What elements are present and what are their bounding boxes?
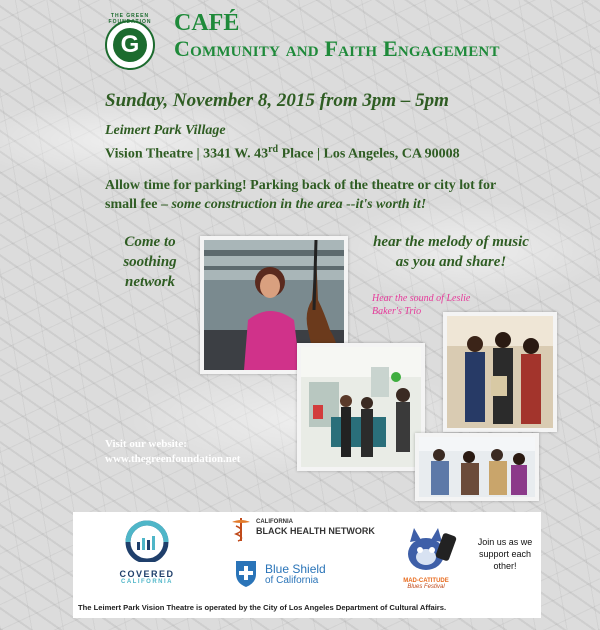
mad-line1: MAD-CATITUDE [403, 578, 449, 584]
trio-note: Hear the sound of Leslie Baker's Trio [372, 293, 471, 317]
blue-shield-line2: of California [265, 575, 319, 586]
website-link[interactable]: www.thegreenfoundation.net [105, 453, 241, 465]
mad-catitude-logo [395, 524, 457, 594]
cat-mascot-icon [395, 524, 457, 574]
bhn-line2: BLACK HEALTH NETWORK [256, 526, 375, 536]
logo-letter: G [113, 28, 147, 62]
website-block [105, 437, 240, 467]
logo-ring-text: THE GREEN FOUNDATION [108, 13, 152, 25]
booth-photo [297, 343, 425, 471]
join-text: Join us as we support each other! [477, 537, 533, 571]
mad-line2: Blues Festival [407, 584, 445, 590]
venue-line2: Vision Theatre | 3341 W. 43rd Place | Los Angeles, CA 90008 [105, 144, 460, 162]
green-foundation-logo [105, 13, 155, 70]
parking-note: Allow time for parking! Parking back of the theatre or city lot for small fee – some construction in the area --it's worth it! [105, 178, 496, 212]
covered-california-icon [107, 520, 187, 562]
covered-text: COVERED [119, 569, 175, 579]
blue-shield-line1: Blue Shield [265, 562, 326, 576]
caduceus-icon [230, 516, 252, 542]
outdoor-group-photo [415, 433, 539, 501]
website-label: Visit our website: [105, 438, 187, 450]
shield-icon [233, 558, 259, 588]
california-text: CALIFORNIA [121, 579, 173, 585]
blue-shield-logo [233, 558, 363, 590]
invite-right-text: hear the melody of music as you and share! [373, 234, 529, 270]
covered-california-logo [107, 520, 187, 585]
bhn-line1: CALIFORNIA [256, 519, 293, 525]
footer-note: The Leimert Park Vision Theatre is operated by the City of Los Angeles Department of Cultural Affairs. [78, 603, 447, 612]
venue-line1: Leimert Park Village [105, 123, 226, 138]
black-health-network-logo [230, 516, 380, 544]
event-date: Sunday, November 8, 2015 from 3pm – 5pm [105, 90, 449, 111]
event-title-line1: CAFÉ [174, 10, 240, 36]
event-title-line2: Community and Faith Engagement [174, 36, 500, 61]
event-venue [105, 121, 460, 164]
group-photo [443, 312, 557, 432]
invite-left-text: Come to soothing network [123, 234, 177, 290]
